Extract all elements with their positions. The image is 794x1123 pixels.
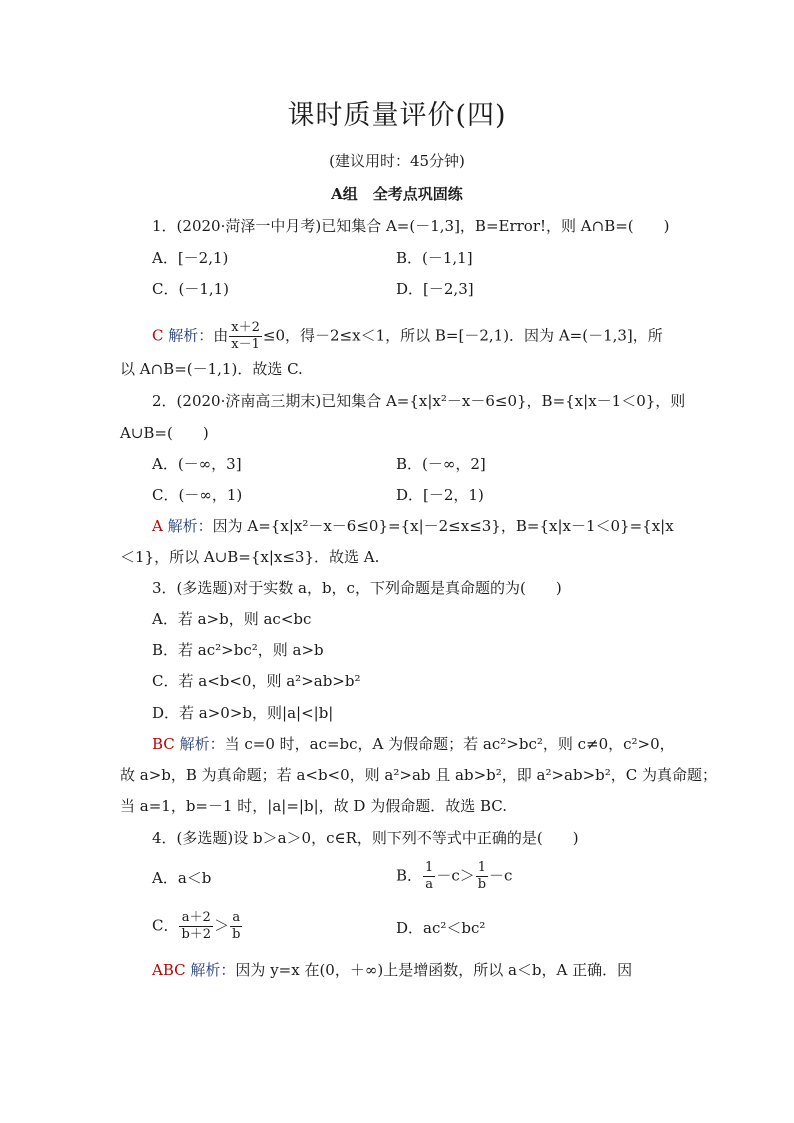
q4-c-frac2-num: a [230,910,242,927]
q4-answer: ABC [152,961,186,979]
q1-frac-num: x＋2 [231,320,260,335]
q4-option-c [152,910,243,943]
q4-c-frac2 [230,910,242,943]
q4-b-end: －c [489,866,513,885]
q2-option-d: D．[－2，1) [396,486,484,504]
q2-sol1: 因为 A={x|x²－x－6≤0}={x|－2≤x≤3}，B={x|x－1＜0}={x|x [212,517,674,535]
q3-answer: BC [152,735,175,753]
q3-option-c: C．若 a<b<0，则 a²>ab>b² [152,672,361,690]
q2-stem-line1: 2．(2020·济南高三期末)已知集合 A={x|x²－x－6≤0}，B={x|x－1＜0}，则 [152,392,686,410]
q1-solution-line1 [152,320,663,353]
q2-solution-label: 解析： [167,517,213,535]
q4-stem: 4．(多选题)设 b＞a＞0，c∈R，则下列不等式中正确的是( ) [152,829,579,847]
q1-fraction [229,320,262,353]
q2-answer: A [152,517,163,535]
q3-sol1: 当 c=0 时，ac=bc，A 为假命题；若 ac²>bc²，则 c≠0，c²>0， [224,735,675,753]
q2-option-c: C．(－∞，1) [152,486,243,504]
q4-option-a: A．a＜b [152,869,212,887]
q1-option-b: B．(－1,1] [396,249,473,267]
q1-stem: 1．(2020·菏泽一中月考)已知集合 A=(－1,3]，B=Error!，则 A∩B=( ) [152,217,670,235]
q4-b-frac1-num: 1 [425,860,434,875]
q2-option-b: B．(－∞，2] [396,455,486,473]
q3-option-a: A．若 a>b，则 ac<bc [152,610,312,628]
q4-b-mid: －c＞ [436,866,475,885]
q1-frac-den: x－1 [231,337,260,352]
q1-option-a: A．[－2,1) [152,249,229,267]
q4-option-b [396,860,512,893]
q4-c-frac1 [179,910,213,943]
q4-c-mid: ＞ [214,916,230,935]
q4-solution-line1 [152,960,632,980]
q4-b-frac2-num: 1 [476,860,488,877]
q4-b-frac1-den: a [425,877,434,892]
q1-option-d: D．[－2,3] [396,280,474,298]
group-heading: A组 全考点巩固练 [331,185,463,203]
q2-solution-line2: ＜1}，所以 A∪B={x|x≤3}．故选 A. [120,548,380,566]
q1-sol-pre: 由 [213,326,229,345]
q2-solution-line1 [152,516,674,536]
q3-solution-label: 解析： [179,735,225,753]
q2-option-a: A．(－∞，3] [152,455,242,473]
q1-answer: C [152,326,164,345]
q4-b-frac2-den: b [477,877,487,892]
q3-option-b: B．若 ac²>bc²，则 a>b [152,641,324,659]
q4-c-frac1-num: a＋2 [179,910,213,927]
q4-option-c-prefix: C． [152,916,179,935]
q3-solution-line1 [152,734,675,754]
q1-option-c: C．(－1,1) [152,280,230,298]
q3-stem: 3．(多选题)对于实数 a，b，c，下列命题是真命题的为( ) [152,579,562,597]
q4-c-frac2-den: b [232,927,241,942]
q3-option-d: D．若 a>0>b，则|a|<|b| [152,704,334,722]
q4-b-frac1 [423,860,435,893]
q4-option-d: D．ac²＜bc² [396,919,486,937]
q1-sol-post: ≤0，得－2≤x＜1，所以 B=[－2,1)．因为 A=(－1,3]，所 [262,326,663,345]
q3-solution-line2: 故 a>b，B 为真命题；若 a<b<0，则 a²>ab 且 ab>b²，即 a²>ab>b²，C 为真命题； [120,766,718,784]
q4-solution-label: 解析： [190,961,236,979]
q2-stem-line2: A∪B=( ) [120,424,209,442]
q3-solution-line3: 当 a=1，b=－1 时，|a|=|b|，故 D 为假命题．故选 BC. [120,797,507,815]
q4-c-frac1-den: b＋2 [181,927,212,942]
q1-solution-line2: 以 A∩B=(－1,1)．故选 C. [120,360,303,378]
q4-b-frac2 [476,860,488,893]
time-note: (建议用时：45分钟) [329,152,465,170]
q4-option-b-prefix: B． [396,866,423,885]
q4-sol1: 因为 y=x 在(0，＋∞)上是增函数，所以 a＜b，A 正确．因 [235,961,633,979]
page-title: 课时质量评价(四) [287,100,507,131]
q1-solution-label: 解析： [168,326,214,345]
